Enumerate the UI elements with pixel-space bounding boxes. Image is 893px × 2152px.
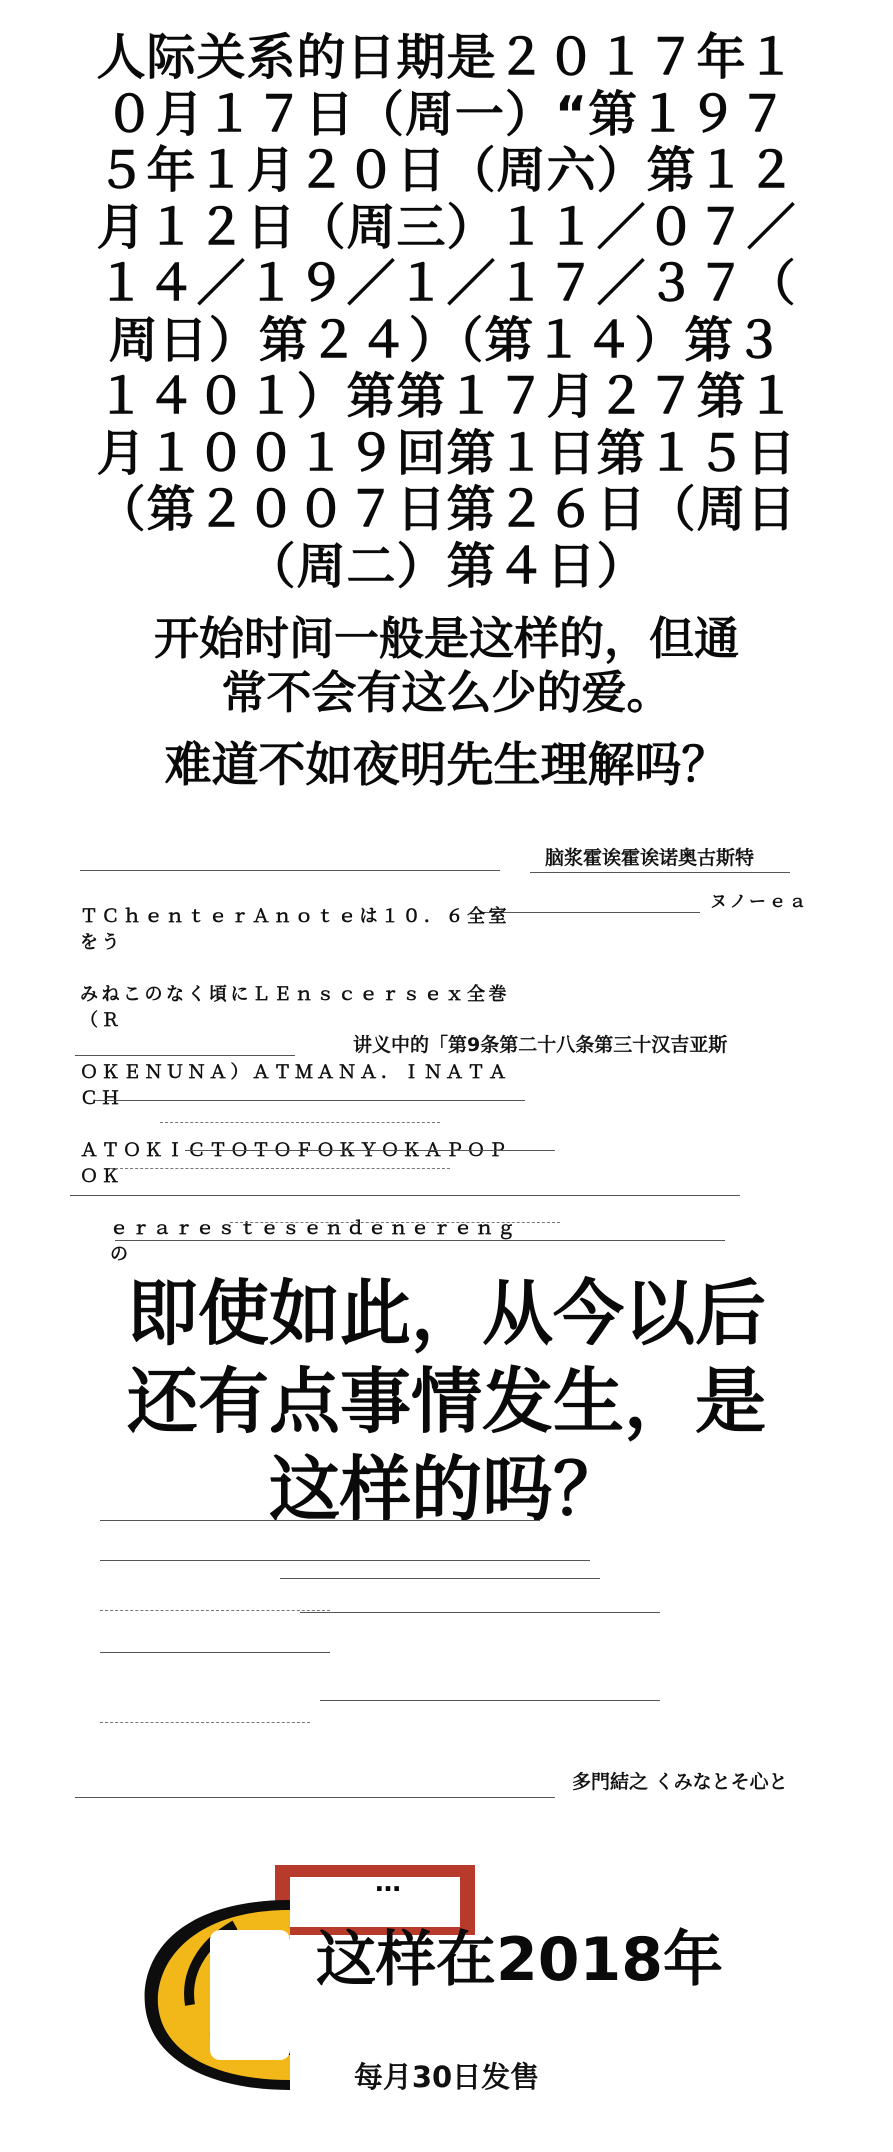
promo-dots: … bbox=[375, 1868, 403, 1898]
footer-author: 多門結之 くみなとそ心と bbox=[572, 1771, 788, 1793]
divider-rule bbox=[160, 1122, 440, 1123]
divider-rule bbox=[115, 1240, 725, 1241]
divider-rule bbox=[75, 1797, 555, 1798]
divider-rule bbox=[230, 1222, 560, 1223]
note-line: ＴＣｈｅｎｔｅｒＡｎｏｔｅは１０．６全室をう bbox=[80, 906, 510, 953]
divider-rule bbox=[75, 1055, 295, 1056]
divider-rule bbox=[185, 1150, 555, 1151]
note-block bbox=[80, 878, 530, 1294]
credit-name: 脑浆霍诶霍诶诺奥古斯特 bbox=[545, 847, 755, 869]
headline-even: 即使如此，从今以后 还有点事情发生，是 这样的吗？ bbox=[126, 1272, 766, 1531]
headline-question: 难道不如夜明先生理解吗？ bbox=[164, 738, 729, 793]
note-line: ＯＫＥＮＵＮＡ）ＡＴＭＡＮＡ．ＩＮＡＴＡＣＨ bbox=[80, 1062, 510, 1109]
promo-line: 这样在2018年 bbox=[316, 1925, 723, 1995]
divider-rule bbox=[320, 1700, 660, 1701]
divider-rule bbox=[100, 1520, 540, 1521]
note-line: ｅｒａｒｅｓｔｅｓｅｎｄｅｎｅｒｅｎｇの bbox=[110, 1218, 519, 1265]
lecture-note: 讲义中的「第9条第二十八条第三十汉吉亚斯 bbox=[353, 1034, 728, 1056]
note-line: ＡＴＯＫＩＣＴＯＴＯＦＯＫＹＯＫＡＰＯＰＯＫ bbox=[80, 1140, 510, 1187]
divider-rule bbox=[530, 872, 790, 873]
divider-rule bbox=[100, 1722, 310, 1723]
divider-rule bbox=[100, 1652, 330, 1653]
credit-kana: ヌノーｅａ bbox=[710, 892, 809, 912]
divider-rule bbox=[100, 1560, 590, 1561]
divider-rule bbox=[280, 1578, 600, 1579]
promo-date: 每月30日发售 bbox=[353, 2060, 540, 2094]
divider-rule bbox=[100, 1610, 330, 1611]
divider-rule bbox=[110, 1168, 450, 1169]
divider-rule bbox=[80, 870, 500, 871]
divider-rule bbox=[70, 1195, 740, 1196]
note-line: みねこのなく頃にＬＥｎｓｃｅｒｓｅｘ全巻（Ｒ bbox=[80, 984, 510, 1031]
headline-start: 开始时间一般是这样的，但通 常不会有这么少的爱。 bbox=[153, 612, 739, 719]
headline-dates: 人际关系的日期是２０１７年１ ０月１７日（周一）“第１９７ ５年１月２０日（周六）第１２ 月１２日（周三）１１／０７／ １４／１９／１／１７／３７（ 周日）第２４）（第１４）第３ １４０１）第第１７月２７第１ 月１００１９回第１日第１５日 （第２００７日第２６日（周日 （周二）第４日） bbox=[96, 29, 797, 595]
divider-rule bbox=[95, 1100, 525, 1101]
divider-rule bbox=[300, 1612, 660, 1613]
